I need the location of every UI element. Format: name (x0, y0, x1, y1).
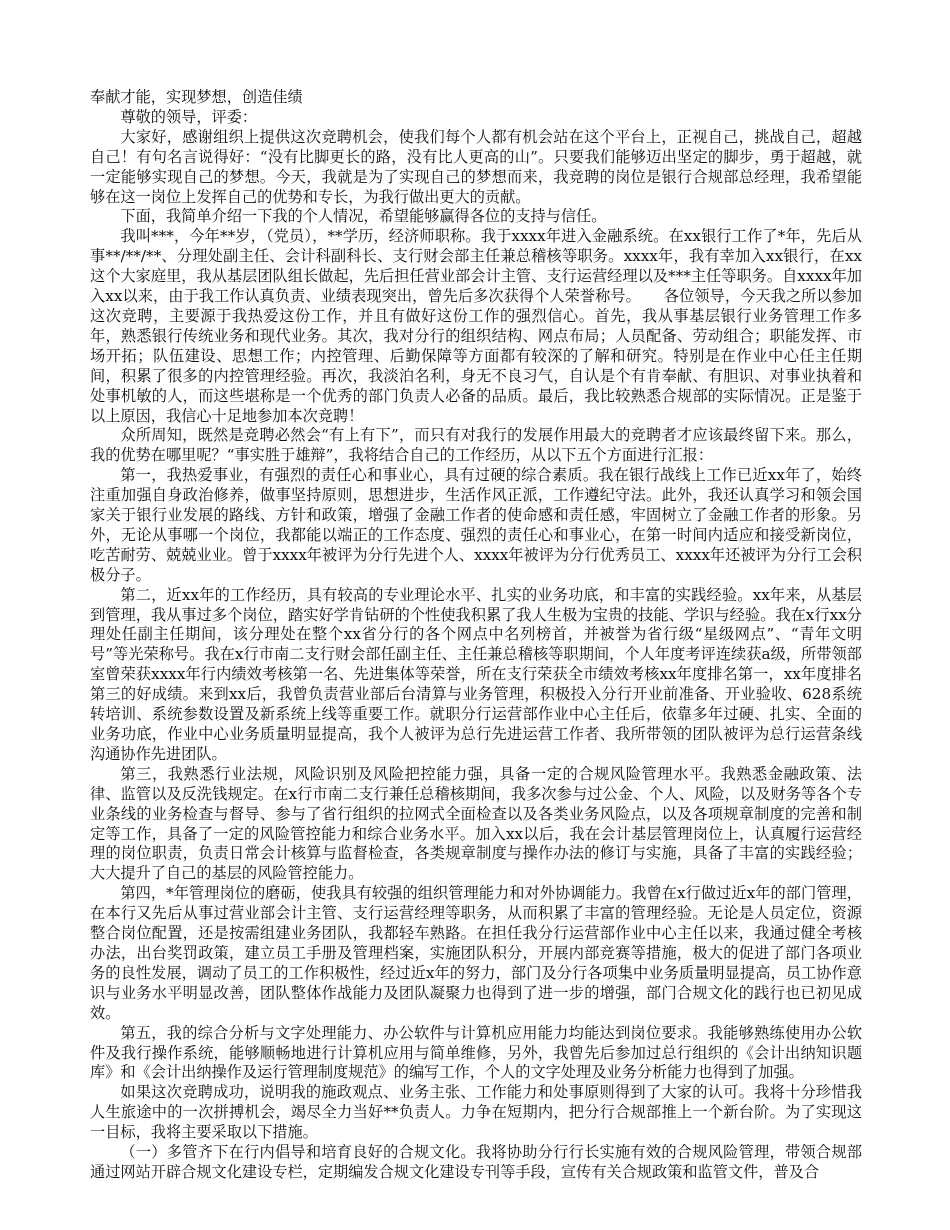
paragraph-point-five: 第五，我的综合分析与文字处理能力、办公软件与计算机应用能力均能达到岗位要求。我能够熟练使用办公软件及我行操作系统，能够顺畅地进行计算机应用与简单维修，另外，我曾先后参加过总行组织的《会计出纳知识题库》和《会计出纳操作及运行管理制度规范》的编写工作，个人的文字处理及业务分析能力也得到了加强。 (90, 1023, 862, 1082)
paragraph-point-four: 第四，*年管理岗位的磨砺，使我具有较强的组织管理能力和对外协调能力。我曾在x行做过近x年的部门管理，在本行又先后从事过营业部会计主管、支行运营经理等职务，从而积累了丰富的管理经验。无论是人员定位，资源整合岗位配置，还是按需组建业务团队，我都轻车熟路。在担任我分行运营部作业中心主任以来，我通过健全考核办法，出台奖罚政策，建立员工手册及管理档案，实施团队积分，开展内部竞赛等措施，极大的促进了部门各项业务的良性发展，调动了员工的工作积极性，经过近x年的努力，部门及分行各项集中业务质量明显提高，员工协作意识与业务水平明显改善，团队整体作战能力及团队凝聚力也得到了进一步的增强，部门合规文化的践行也已初见成效。 (90, 884, 862, 1022)
document-body (90, 88, 862, 1183)
paragraph-measure-one: （一）多管齐下在行内倡导和培育良好的合规文化。我将协助分行行长实施有效的合规风险管理，带领合规部通过网站开辟合规文化建设专栏，定期编发合规文化建设专刊等手段，宣传有关合规政策和监管文件，普及合 (90, 1143, 862, 1181)
salutation: 尊敬的领导，评委： (120, 107, 258, 126)
paragraph-introduction: 下面，我简单介绍一下我的个人情况，希望能够赢得各位的支持与信任。 (120, 207, 607, 226)
paragraph-opening: 大家好，感谢组织上提供这次竞聘机会，使我们每个人都有机会站在这个平台上，正视自己，挑战自己，超越自己！有句名言说得好：“没有比脚更长的路，没有比人更高的山”。只要我们能够迈出坚定的脚步，勇于超越，就一定能够实现自己的梦想。今天，我就是为了实现自己的梦想而来，我竞聘的岗位是银行合规部总经理，我希望能够在这一岗位上发挥自己的优势和专长，为我行做出更大的贡献。 (90, 127, 862, 206)
paragraph-advantages-intro: 众所周知，既然是竞聘必然会“有上有下”，而只有对我行的发展作用最大的竞聘者才应该最终留下来。那么，我的优势在哪里呢？“事实胜于雄辩”，我将结合自己的工作经历，从以下五个方面进行汇报： (90, 426, 862, 465)
document-title: 奉献才能，实现梦想，创造佳绩 (90, 88, 303, 106)
paragraph-plan-intro: 如果这次竞聘成功，说明我的施政观点、业务主张、工作能力和处事原则得到了大家的认可。我将十分珍惜我人生旅途中的一次拼搏机会，竭尽全力当好**负责人。力争在短期内，把分行合规部推上一个新台阶。为了实现这一目标，我将主要采取以下措施。 (90, 1083, 862, 1142)
paragraph-point-one: 第一，我热爱事业，有强烈的责任心和事业心，具有过硬的综合素质。我在银行战线上工作已近xx年了，始终注重加强自身政治修养，做事坚持原则，思想进步，生活作风正派，工作遵纪守法。此外，我还认真学习和领会国家关于银行业发展的路线、方针和政策，增强了金融工作者的使命感和责任感，牢固树立了金融工作者的形象。另外，无论从事哪一个岗位，我都能以端正的工作态度、强烈的责任心和事业心，在第一时间内适应和接受新岗位，吃苦耐劳、兢兢业业。曾于xxxx年被评为分行先进个人、xxxx年被评为分行优秀员工、xxxx年还被评为分行工会积极分子。 (90, 466, 862, 584)
paragraph-point-two: 第二，近xx年的工作经历，具有较高的专业理论水平、扎实的业务功底，和丰富的实践经验。xx年来，从基层到管理，我从事过多个岗位，踏实好学肯钻研的个性使我积累了我人生极为宝贵的技能、学识与经验。我在x行xx分理处任副主任期间，该分理处在整个xx省分行的各个网点中名列榜首，并被誉为省行级“星级网点”、“青年文明号”等光荣称号。我在x行市南二支行财会部任副主任、主任兼总稽核等职期间，个人年度考评连续获a级，所带领部室曾荣获xxxx年行内绩效考核第一名、先进集体等荣誉，所在支行荣获全市绩效考核xx年度排名第一，xx年度排名第三的好成绩。来到xx后，我曾负责营业部后台清算与业务管理，积极投入分行开业前准备、开业验收、628系统转培训、系统参数设置及新系统上线等重要工作。就职分行运营部作业中心主任后，依靠多年过硬、扎实、全面的业务功底，作业中心业务质量明显提高，我个人被评为总行先进运营工作者、我所带领的团队被评为总行运营条线沟通协作先进团队。 (90, 585, 862, 763)
paragraph-personal-info: 我叫***，今年**岁，（党员），**学历，经济师职称。我于xxxx年进入金融系统。在xx银行工作了*年，先后从事**/**/**、分理处副主任、会计科副科长、支行财会部主任兼总稽核等职务。xxxx年，我有幸加入xx银行，在xx这个大家庭里，我从基层团队组长做起，先后担任营业部会计主管、支行运营经理以及***主任等职务。自xxxx年加入xx以来，由于我工作认真负责、业绩表现突出，曾先后多次获得个人荣誉称号。 各位领导，今天我之所以参加这次竞聘，主要源于我热爱这份工作，并且有做好这份工作的强烈信心。首先，我从事基层银行业务管理工作多年，熟悉银行传统业务和现代业务。其次，我对分行的组织结构、网点布局；人员配备、劳动组合；职能发挥、市场开拓；队伍建设、思想工作；内控管理、后勤保障等方面都有较深的了解和研究。特别是在作业中心任主任期间，积累了很多的内控管理经验。再次，我淡泊名利，身无不良习气，自认是个有肯奉献、有胆识、对事业执着和处事机敏的人，而这些堪称是一个优秀的部门负责人必备的品质。最后，我比较熟悉合规部的实际情况。正是鉴于以上原因，我信心十足地参加本次竞聘！ (90, 227, 862, 425)
paragraph-point-three: 第三，我熟悉行业法规，风险识别及风险把控能力强，具备一定的合规风险管理水平。我熟悉金融政策、法律、监管以及反洗钱规定。在x行市南二支行兼任总稽核期间，我多次参与过公金、个人、风险，以及财务等各个专业条线的业务检查与督导、参与了省行组织的拉网式全面检查以及各类业务风险点，以及各项规章制度的完善和制定等工作，具备了一定的风险管控能力和综合业务水平。加入xx以后，我在会计基层管理岗位上，认真履行运营经理的岗位职责，负责日常会计核算与监督检查，各类规章制度与操作办法的修订与实施，具备了丰富的实践经验；大大提升了自己的基层的风险管控能力。 (90, 764, 862, 883)
